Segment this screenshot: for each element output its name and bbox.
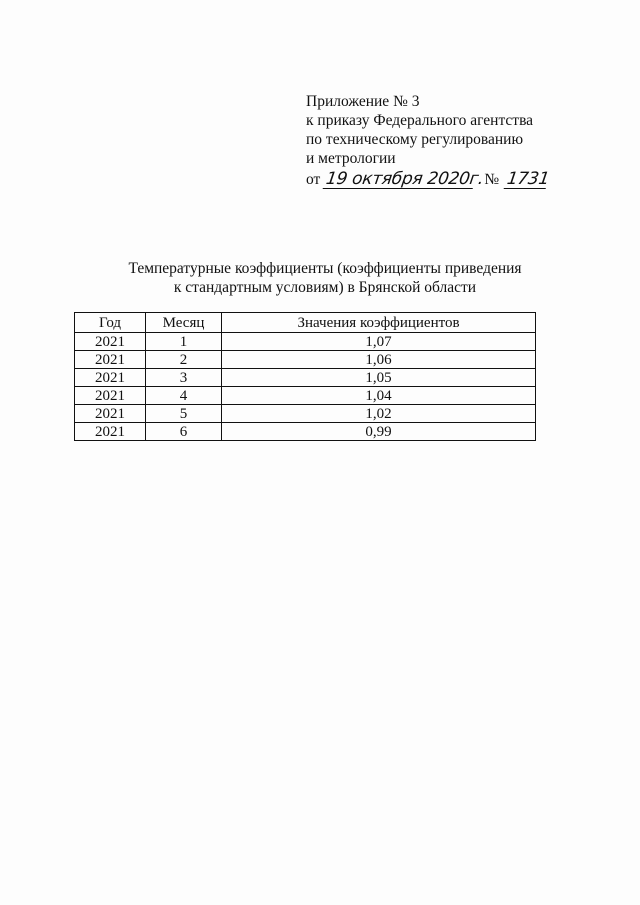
handwritten-order-number: 1731 xyxy=(505,169,551,189)
appendix-metrology-line: и метрологии xyxy=(306,150,396,167)
number-label: № xyxy=(484,171,500,188)
cell-year: 2021 xyxy=(75,351,146,369)
appendix-order-line: к приказу Федерального агентства xyxy=(306,112,534,129)
title-line-1: Температурные коэффициенты (коэффициенты приведения xyxy=(128,260,522,277)
table-header-row xyxy=(75,313,536,333)
appendix-agency-line: по техническому регулированию xyxy=(306,131,524,148)
appendix-block xyxy=(306,92,606,189)
table-row xyxy=(75,351,536,369)
cell-month: 4 xyxy=(146,387,222,405)
cell-month: 5 xyxy=(146,405,222,423)
header-month: Месяц xyxy=(146,313,222,333)
document-title xyxy=(100,259,550,297)
cell-year: 2021 xyxy=(75,369,146,387)
appendix-title: Приложение № 3 xyxy=(306,93,420,110)
order-date-line xyxy=(306,170,606,189)
handwritten-date: 19 октября 2020г. xyxy=(324,169,486,189)
cell-year: 2021 xyxy=(75,333,146,351)
cell-month: 2 xyxy=(146,351,222,369)
cell-month: 3 xyxy=(146,369,222,387)
cell-value: 1,02 xyxy=(222,405,536,423)
date-prefix: от xyxy=(306,171,321,188)
cell-value: 1,05 xyxy=(222,369,536,387)
cell-year: 2021 xyxy=(75,405,146,423)
table-row xyxy=(75,405,536,423)
cell-year: 2021 xyxy=(75,423,146,441)
table-row xyxy=(75,333,536,351)
cell-month: 6 xyxy=(146,423,222,441)
cell-year: 2021 xyxy=(75,387,146,405)
header-coefficient-values: Значения коэффициентов xyxy=(222,313,536,333)
coefficients-table xyxy=(74,312,536,441)
cell-month: 1 xyxy=(146,333,222,351)
table-row xyxy=(75,387,536,405)
cell-value: 1,07 xyxy=(222,333,536,351)
cell-value: 1,04 xyxy=(222,387,536,405)
header-year: Год xyxy=(75,313,146,333)
cell-value: 1,06 xyxy=(222,351,536,369)
title-line-2: к стандартным условиям) в Брянской области xyxy=(173,279,477,296)
cell-value: 0,99 xyxy=(222,423,536,441)
table-row xyxy=(75,369,536,387)
table-row xyxy=(75,423,536,441)
